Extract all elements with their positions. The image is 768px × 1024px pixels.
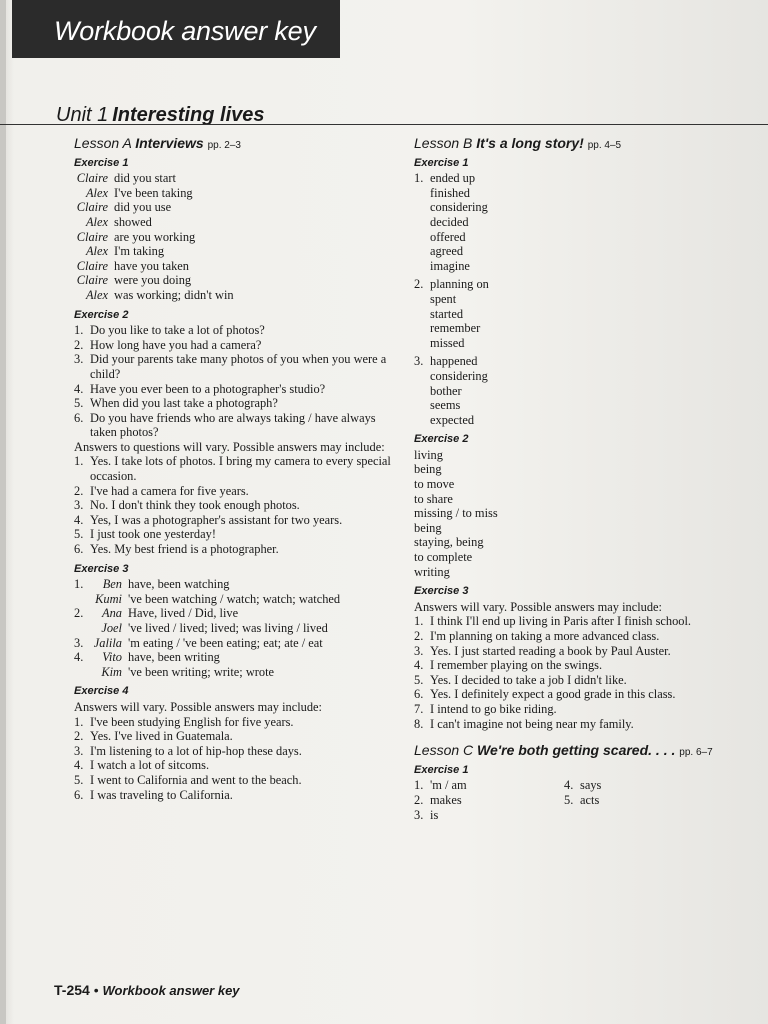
answer-item: [414, 673, 744, 688]
item-number: 3.: [74, 352, 84, 367]
item-text: agreed: [430, 244, 464, 259]
item-number: 3.: [414, 643, 424, 658]
answer-item: [74, 484, 394, 499]
item-text: Do you have friends who are always taking / have always taken photos?: [90, 410, 376, 440]
lesson-a-heading: [74, 136, 394, 154]
list-item: to share: [414, 491, 453, 506]
list-item: [414, 321, 744, 336]
answer-item: [414, 658, 744, 673]
item-text: I'm listening to a lot of hip-hop these days.: [90, 743, 302, 758]
item-text: Did your parents take many photos of you when you were a child?: [90, 352, 387, 381]
footer-title: Workbook answer key: [102, 983, 240, 998]
item-number: 6.: [414, 687, 424, 702]
list-item: [414, 292, 744, 307]
lesson-a-ex2-answers: [74, 454, 394, 556]
item-number: 2.: [414, 277, 424, 292]
item-text: Yes, I was a photographer's assistant for two years.: [90, 512, 343, 527]
dialogue-line: [74, 200, 394, 215]
item-text: Yes. I just started reading a book by Paul Auster.: [430, 643, 671, 658]
item-text: acts: [580, 792, 600, 807]
item-text: I'm planning on taking a more advanced class.: [430, 629, 660, 643]
list-item: missing / to miss: [414, 506, 498, 521]
item-number: [414, 215, 430, 230]
exercise-heading: Exercise 3: [74, 562, 129, 575]
item-number: 1.: [74, 577, 84, 592]
exercise-heading: Exercise 2: [74, 308, 129, 321]
speaker-name: Kim: [101, 664, 122, 679]
unit-label: Unit 1: [56, 104, 109, 126]
item-number: [74, 621, 90, 636]
lesson-a-ex2-questions: [74, 323, 394, 440]
item-text: happened: [430, 354, 478, 369]
answer-item: [74, 758, 394, 773]
list-item: [414, 200, 744, 215]
item-text: says: [580, 778, 602, 793]
item-number: 8.: [414, 716, 424, 731]
item-text: Yes. My best friend is a photographer.: [90, 542, 279, 557]
item-number: [414, 307, 430, 322]
lesson-c-name: We're both getting scared. . . .: [477, 742, 676, 759]
speaker-name: Alex: [85, 214, 108, 229]
answer-group: [414, 354, 744, 427]
dialogue-answer: 've lived / lived; lived; was living / lived: [128, 621, 328, 635]
item-number: 1.: [414, 171, 424, 186]
lesson-a-ex4-answers: [74, 715, 394, 803]
lesson-b-ex2-list: [414, 448, 744, 579]
item-text: remember: [430, 321, 481, 336]
answer-item: [564, 778, 714, 793]
item-number: 5.: [564, 792, 574, 807]
dialogue-answer: 've been writing; write; wrote: [128, 664, 275, 679]
dialogue-line: [74, 171, 394, 186]
dialogue-line: [74, 650, 394, 665]
item-number: 1.: [414, 778, 424, 793]
item-text: 'm / am: [430, 778, 467, 793]
question-item: [74, 338, 394, 353]
list-item: being: [414, 520, 442, 535]
item-text: I've been studying English for five years.: [90, 714, 294, 729]
item-text: I was traveling to California.: [90, 787, 233, 802]
answers-note: Answers will vary. Possible answers may include:: [414, 599, 662, 614]
exercise-heading: Exercise 1: [414, 763, 469, 776]
exercise-heading: Exercise 1: [414, 156, 469, 169]
item-number: [414, 398, 430, 413]
answer-item: [414, 644, 744, 659]
list-item: to move: [414, 477, 455, 492]
list-item: [414, 336, 744, 351]
item-number: [414, 200, 430, 215]
answer-item: [74, 715, 394, 730]
item-text: started: [430, 306, 464, 321]
item-text: Yes. I've lived in Guatemala.: [90, 729, 233, 744]
answer-group: [414, 171, 744, 273]
dialogue-line: [74, 186, 394, 201]
list-item: [414, 230, 744, 245]
lesson-a-label: Lesson A: [74, 135, 132, 151]
item-text: offered: [430, 229, 466, 244]
speaker-name: Claire: [76, 229, 108, 244]
dialogue-answer: I'm taking: [114, 244, 165, 259]
dialogue-line: [74, 577, 394, 592]
item-number: [414, 369, 430, 384]
item-number: 4.: [74, 512, 84, 527]
answer-item: [414, 687, 744, 702]
question-item: [74, 396, 394, 411]
item-text: I remember playing on the swings.: [430, 658, 603, 673]
lesson-b-ex3-answers: [414, 614, 744, 731]
dialogue-answer: I've been taking: [114, 185, 193, 200]
lesson-b-name: It's a long story!: [476, 135, 584, 151]
item-text: decided: [430, 214, 469, 229]
answer-item: [414, 778, 564, 793]
item-text: is: [430, 807, 439, 822]
lesson-a-name: Interviews: [135, 135, 204, 151]
question-item: [74, 411, 394, 440]
dialogue-answer: was working; didn't win: [114, 287, 234, 302]
speaker-name: Ana: [102, 606, 122, 621]
lesson-c-pages: pp. 6–7: [679, 747, 713, 759]
list-item: [414, 369, 744, 384]
answer-item: [414, 629, 744, 644]
dialogue-line: [74, 244, 394, 259]
list-item: [414, 244, 744, 259]
dialogue-line: [74, 665, 394, 680]
item-number: 3.: [74, 498, 84, 513]
page-number: T-254: [54, 982, 90, 998]
item-number: 5.: [414, 672, 424, 687]
dialogue-answer: were you doing: [114, 273, 192, 288]
item-number: 2.: [74, 483, 84, 498]
lesson-c-ex1-right: [564, 778, 714, 822]
answer-item: [414, 702, 744, 717]
list-item: [414, 215, 744, 230]
speaker-name: Alex: [85, 287, 108, 302]
item-number: 4.: [414, 658, 424, 673]
footer-separator: •: [93, 982, 99, 998]
item-number: 1.: [414, 614, 424, 629]
item-number: 1.: [74, 323, 84, 338]
list-item: [414, 259, 744, 274]
item-text: spent: [430, 291, 457, 306]
item-text: I intend to go bike riding.: [430, 701, 557, 716]
item-text: imagine: [430, 258, 470, 273]
list-item: [414, 398, 744, 413]
item-number: [414, 259, 430, 274]
item-text: I think I'll end up living in Paris after I finish school.: [430, 614, 692, 629]
speaker-name: Alex: [85, 244, 108, 259]
lesson-c-heading: [414, 743, 744, 761]
question-item: [74, 382, 394, 397]
exercise-heading: Exercise 4: [74, 685, 129, 698]
answer-item: [74, 729, 394, 744]
item-text: bother: [430, 383, 462, 398]
item-text: When did you last take a photograph?: [90, 396, 278, 411]
item-number: [414, 244, 430, 259]
item-text: I can't imagine not being near my family.: [430, 716, 634, 731]
dialogue-answer: have you taken: [114, 258, 190, 273]
unit-rule: [0, 124, 768, 125]
item-number: 5.: [74, 772, 84, 787]
item-number: 4.: [564, 778, 574, 793]
item-text: planning on: [430, 277, 489, 292]
item-number: [414, 413, 430, 428]
answer-item: [74, 498, 394, 513]
item-text: How long have you had a camera?: [90, 337, 262, 352]
lesson-c-ex1-answers: [414, 778, 744, 822]
item-number: 1.: [74, 714, 84, 729]
answer-item: [74, 454, 394, 483]
item-text: makes: [430, 792, 462, 807]
item-text: seems: [430, 398, 461, 413]
item-number: 1.: [74, 454, 84, 469]
item-number: 3.: [74, 635, 84, 650]
lesson-a-pages: pp. 2–3: [207, 140, 241, 151]
item-number: 6.: [74, 410, 84, 425]
item-number: [74, 665, 90, 680]
item-number: 6.: [74, 787, 84, 802]
dialogue-line: [74, 288, 394, 303]
left-column: [74, 136, 394, 802]
answer-item: [414, 614, 744, 629]
question-item: [74, 352, 394, 381]
dialogue-answer: have, been watching: [128, 577, 230, 592]
item-number: 2.: [74, 337, 84, 352]
header-title: Workbook answer key: [54, 16, 316, 46]
exercise-heading: Exercise 3: [414, 585, 469, 598]
speaker-name: Claire: [76, 171, 108, 186]
question-item: [74, 323, 394, 338]
list-item: being: [414, 462, 442, 477]
lesson-c-ex1-left: [414, 778, 564, 822]
dialogue-answer: 'm eating / 've been eating; eat; ate / eat: [128, 635, 323, 650]
list-item: [414, 277, 744, 292]
item-number: [414, 230, 430, 245]
item-text: Have you ever been to a photographer's studio?: [90, 381, 326, 396]
list-item: to complete: [414, 550, 473, 565]
item-text: Yes. I take lots of photos. I bring my camera to every special occasion.: [90, 454, 391, 484]
page-edge-shadow: [0, 0, 6, 1024]
list-item: [414, 171, 744, 186]
list-item: [414, 354, 744, 369]
item-number: [414, 186, 430, 201]
answers-note: Answers will vary. Possible answers may include:: [74, 699, 322, 714]
list-item: [414, 384, 744, 399]
item-number: [414, 321, 430, 336]
item-number: 2.: [74, 606, 84, 621]
lesson-b-pages: pp. 4–5: [587, 140, 622, 151]
item-text: considering: [430, 200, 488, 215]
answer-item: [74, 527, 394, 542]
item-text: ended up: [430, 171, 476, 186]
dialogue-answer: showed: [114, 214, 152, 229]
list-item: writing: [414, 564, 450, 579]
answer-item: [414, 808, 564, 823]
dialogue-line: [74, 273, 394, 288]
dialogue-line: [74, 606, 394, 621]
answer-item: [74, 513, 394, 528]
speaker-name: Ben: [102, 577, 122, 592]
lesson-b-label: Lesson B: [414, 135, 473, 151]
answer-item: [74, 773, 394, 788]
list-item: [414, 186, 744, 201]
dialogue-answer: 've been watching / watch; watch; watched: [128, 591, 341, 606]
item-number: 3.: [414, 807, 424, 822]
item-text: finished: [430, 185, 470, 200]
dialogue-answer: did you start: [114, 171, 176, 186]
lesson-a-ex3-list: [74, 577, 394, 679]
dialogue-line: [74, 230, 394, 245]
item-number: 2.: [414, 792, 424, 807]
answer-item: [74, 542, 394, 557]
item-text: I've had a camera for five years.: [90, 483, 249, 498]
dialogue-answer: Have, lived / Did, live: [128, 606, 239, 621]
dialogue-line: [74, 215, 394, 230]
answer-item: [414, 717, 744, 732]
dialogue-line: [74, 592, 394, 607]
answer-group: [414, 277, 744, 350]
speaker-name: Claire: [76, 258, 108, 273]
item-number: [414, 384, 430, 399]
dialogue-line: [74, 259, 394, 274]
dialogue-answer: have, been writing: [128, 650, 220, 665]
item-number: 4.: [74, 650, 84, 665]
speaker-name: Claire: [76, 200, 108, 215]
speaker-name: Joel: [101, 621, 122, 635]
item-number: 2.: [74, 729, 84, 744]
item-number: 3.: [74, 743, 84, 758]
lesson-a-ex1-list: [74, 171, 394, 302]
item-text: Yes. I definitely expect a good grade in this class.: [430, 687, 676, 702]
speaker-name: Claire: [76, 273, 108, 288]
dialogue-line: [74, 621, 394, 636]
dialogue-line: [74, 636, 394, 651]
speaker-name: Jalila: [93, 635, 122, 650]
answer-item: [74, 744, 394, 759]
item-text: Yes. I decided to take a job I didn't like.: [430, 672, 627, 687]
speaker-name: Kumi: [95, 591, 122, 606]
speaker-name: Alex: [85, 185, 108, 200]
list-item: staying, being: [414, 535, 484, 550]
item-text: Do you like to take a lot of photos?: [90, 323, 265, 338]
list-item: [414, 307, 744, 322]
dialogue-answer: did you use: [114, 200, 172, 215]
item-number: [414, 292, 430, 307]
item-text: No. I don't think they took enough photos.: [90, 498, 300, 513]
item-number: 4.: [74, 381, 84, 396]
dialogue-answer: are you working: [114, 229, 196, 244]
item-text: I watch a lot of sitcoms.: [90, 758, 210, 773]
lesson-c-label: Lesson C: [414, 742, 474, 759]
item-number: 7.: [414, 701, 424, 716]
item-number: [74, 592, 90, 607]
item-text: expected: [430, 412, 475, 427]
answer-item: [414, 793, 564, 808]
item-number: 2.: [414, 629, 424, 643]
list-item: living: [414, 447, 443, 462]
lesson-b-heading: [414, 136, 744, 154]
item-number: 3.: [414, 354, 424, 369]
item-text: I went to California and went to the beach.: [90, 772, 302, 787]
answer-item: [74, 788, 394, 803]
item-number: 4.: [74, 758, 84, 773]
item-text: missed: [430, 335, 465, 350]
footer: [54, 982, 240, 998]
item-text: I just took one yesterday!: [90, 527, 216, 542]
exercise-heading: Exercise 1: [74, 156, 129, 169]
item-number: 6.: [74, 542, 84, 557]
list-item: [414, 413, 744, 428]
right-column: [414, 136, 744, 822]
item-text: considering: [430, 368, 488, 383]
answers-note: Answers to questions will vary. Possible answers may include:: [74, 439, 385, 454]
item-number: [414, 336, 430, 351]
unit-name: Interesting lives: [112, 104, 265, 126]
speaker-name: Vito: [102, 650, 122, 665]
answer-item: [564, 793, 714, 808]
lesson-b-ex1-list: [414, 171, 744, 427]
exercise-heading: Exercise 2: [414, 433, 469, 446]
item-number: 5.: [74, 396, 84, 411]
item-number: 5.: [74, 527, 84, 542]
